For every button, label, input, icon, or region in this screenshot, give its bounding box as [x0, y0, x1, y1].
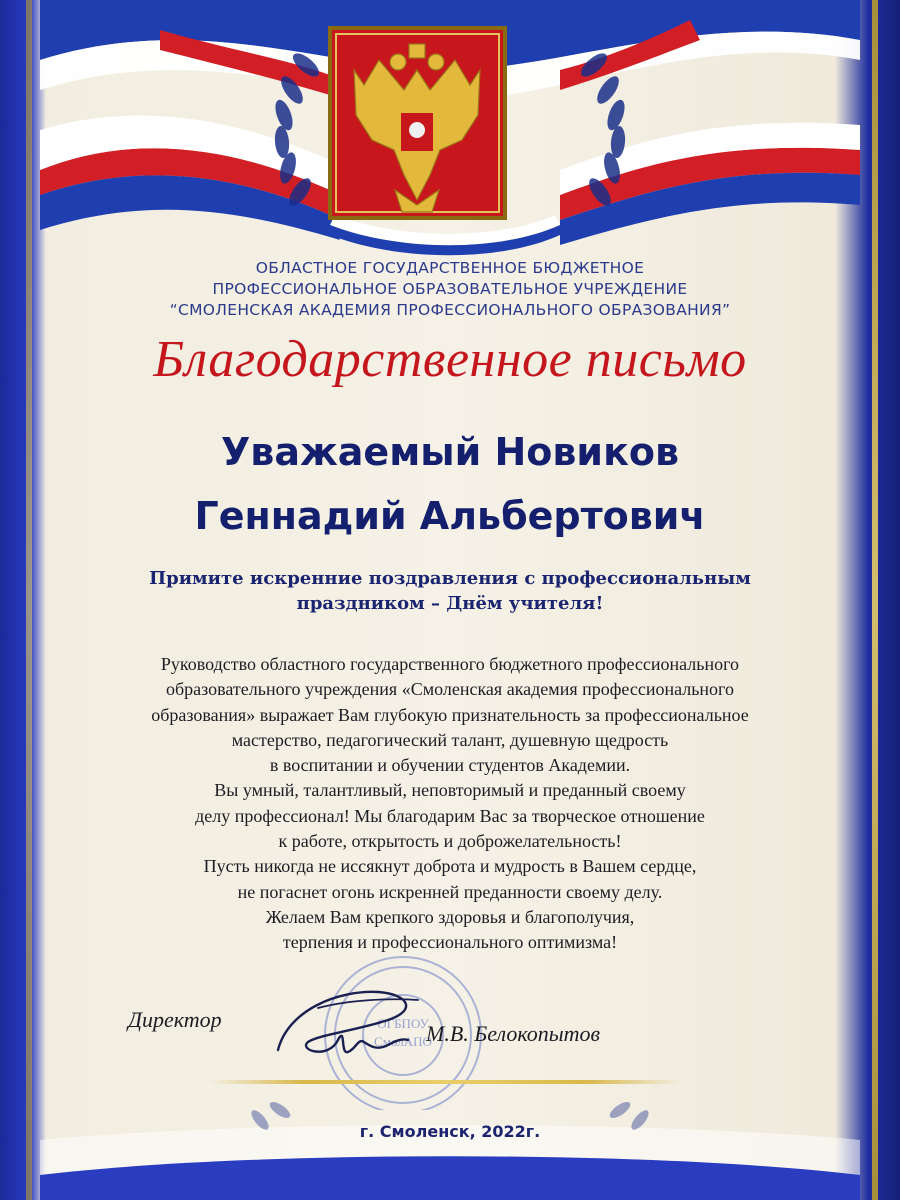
body-line: образования» выражает Вам глубокую признательность за профессиональное — [151, 704, 749, 725]
stamp-line-1: ОГБПОУ — [377, 1016, 429, 1031]
body-line: к работе, открытость и доброжелательность! — [278, 831, 622, 852]
body-line: Вы умный, талантливый, неповторимый и преданный своему — [214, 780, 686, 801]
signatory-position: Директор — [128, 1007, 222, 1032]
stamp-line-2: СмолАПО — [374, 1034, 432, 1049]
body-line: Руководство областного государственного бюджетного профессионального — [160, 654, 740, 674]
organization-line-1: ОБЛАСТНОЕ ГОСУДАРСТВЕННОЕ БЮДЖЕТНОЕ — [255, 259, 645, 277]
signatory-name: М.В. Белокопытов — [426, 1021, 601, 1046]
congratulation-heading — [40, 566, 860, 616]
addressee-name — [40, 420, 860, 548]
congratulation-line-2: праздником – Днём учителя! — [296, 593, 604, 614]
city-and-year: г. Смоленск, 2022г. — [359, 1122, 541, 1141]
body-line: в воспитании и обучении студентов Академии. — [269, 755, 631, 776]
document-title: Благодарственное письмо — [153, 331, 747, 388]
body-line: не погаснет огонь искренней преданности своему делу. — [237, 881, 663, 902]
body-line: мастерство, педагогический талант, душевную щедрость — [231, 729, 669, 750]
letter-body — [40, 652, 860, 956]
body-line: Пусть никогда не иссякнут доброта и мудрость в Вашем сердце, — [203, 856, 697, 877]
organization-line-2: ПРОФЕССИОНАЛЬНОЕ ОБРАЗОВАТЕЛЬНОЕ УЧРЕЖДЕНИЕ — [212, 280, 688, 298]
body-line: Желаем Вам крепкого здоровья и благополучия, — [265, 906, 635, 927]
congratulation-line-1: Примите искренние поздравления с профессиональным — [149, 568, 751, 589]
addressee-line-2: Геннадий Альбертович — [194, 494, 706, 538]
body-line: терпения и профессионального оптимизма! — [282, 932, 618, 953]
coat-of-arms-icon — [0, 0, 900, 260]
organization-line-3: “СМОЛЕНСКАЯ АКАДЕМИЯ ПРОФЕССИОНАЛЬНОГО ОБРАЗОВАНИЯ” — [169, 301, 731, 319]
organization-name — [40, 258, 860, 321]
addressee-line-1: Уважаемый Новиков — [220, 430, 680, 474]
body-line: образовательного учреждения «Смоленская академия профессионального — [165, 679, 734, 700]
body-line: делу профессионал! Мы благодарим Вас за творческое отношение — [195, 805, 705, 826]
